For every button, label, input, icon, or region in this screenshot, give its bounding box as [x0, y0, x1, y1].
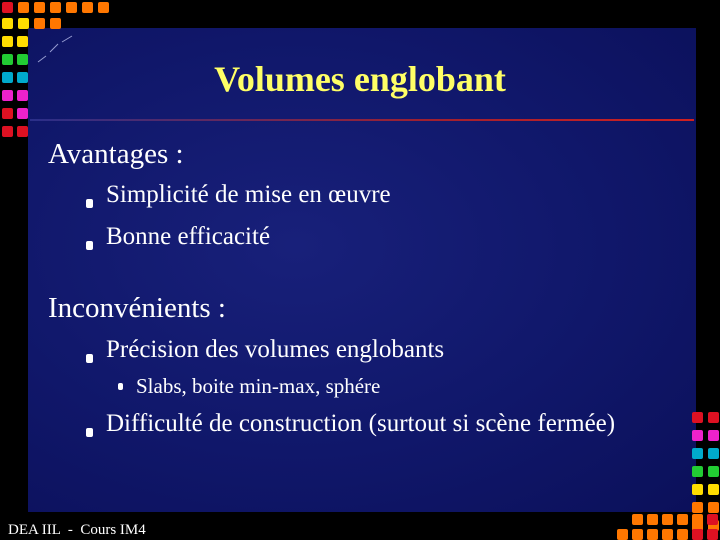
decorative-square	[677, 514, 688, 525]
decorative-square	[17, 126, 28, 137]
decorative-square	[17, 36, 28, 47]
bullet-dot	[86, 428, 93, 437]
footer-text: DEA IIL - Cours IM4	[8, 522, 146, 538]
decorative-square	[708, 484, 719, 495]
decorative-square	[34, 2, 45, 13]
decorative-square	[2, 36, 13, 47]
decorative-square	[2, 126, 13, 137]
section-heading-avantages: Avantages :	[48, 138, 184, 170]
decorative-square	[50, 18, 61, 29]
decorative-square	[66, 2, 77, 13]
decorative-square	[677, 529, 688, 540]
decorative-square	[692, 529, 703, 540]
slide-background	[28, 28, 696, 512]
decorative-square	[82, 2, 93, 13]
decorative-square	[647, 514, 658, 525]
bullet-item: Difficulté de construction (surtout si scène fermée)	[106, 410, 616, 437]
decorative-square	[17, 108, 28, 119]
bullet-item: Précision des volumes englobants	[106, 336, 445, 363]
decorative-square	[692, 412, 703, 423]
decorative-square	[632, 529, 643, 540]
decorative-square	[2, 2, 13, 13]
decorative-square	[708, 466, 719, 477]
decorative-square	[34, 18, 45, 29]
bullet-item: Bonne efficacité	[106, 223, 271, 250]
decorative-square	[2, 108, 13, 119]
decorative-square	[18, 18, 29, 29]
decorative-square	[708, 502, 719, 513]
decorative-square	[708, 448, 719, 459]
section-heading-inconvenients: Inconvénients :	[48, 292, 226, 324]
decorative-square	[692, 484, 703, 495]
decorative-square	[2, 18, 13, 29]
decorative-square	[632, 514, 643, 525]
title-divider	[30, 119, 694, 121]
slide-title: Volumes englobant	[214, 59, 506, 99]
bullet-item: Simplicité de mise en œuvre	[106, 181, 391, 208]
decorative-square	[692, 466, 703, 477]
decorative-square	[662, 514, 673, 525]
decorative-square	[708, 412, 719, 423]
sub-bullet-dot	[118, 383, 123, 390]
decorative-square	[617, 529, 628, 540]
decorative-square	[692, 448, 703, 459]
bullet-dot	[86, 354, 93, 363]
decorative-square	[50, 2, 61, 13]
decorative-square	[98, 2, 109, 13]
decorative-square	[707, 529, 718, 540]
decorative-square	[708, 430, 719, 441]
decorative-square	[647, 529, 658, 540]
decorative-square	[692, 430, 703, 441]
decorative-square	[692, 514, 703, 525]
bullet-dot	[86, 241, 93, 250]
decorative-square	[707, 514, 718, 525]
sub-bullet-item: Slabs, boite min-max, sphére	[136, 374, 381, 398]
decorative-square	[18, 2, 29, 13]
decorative-square	[662, 529, 673, 540]
decorative-square	[692, 502, 703, 513]
bullet-dot	[86, 199, 93, 208]
